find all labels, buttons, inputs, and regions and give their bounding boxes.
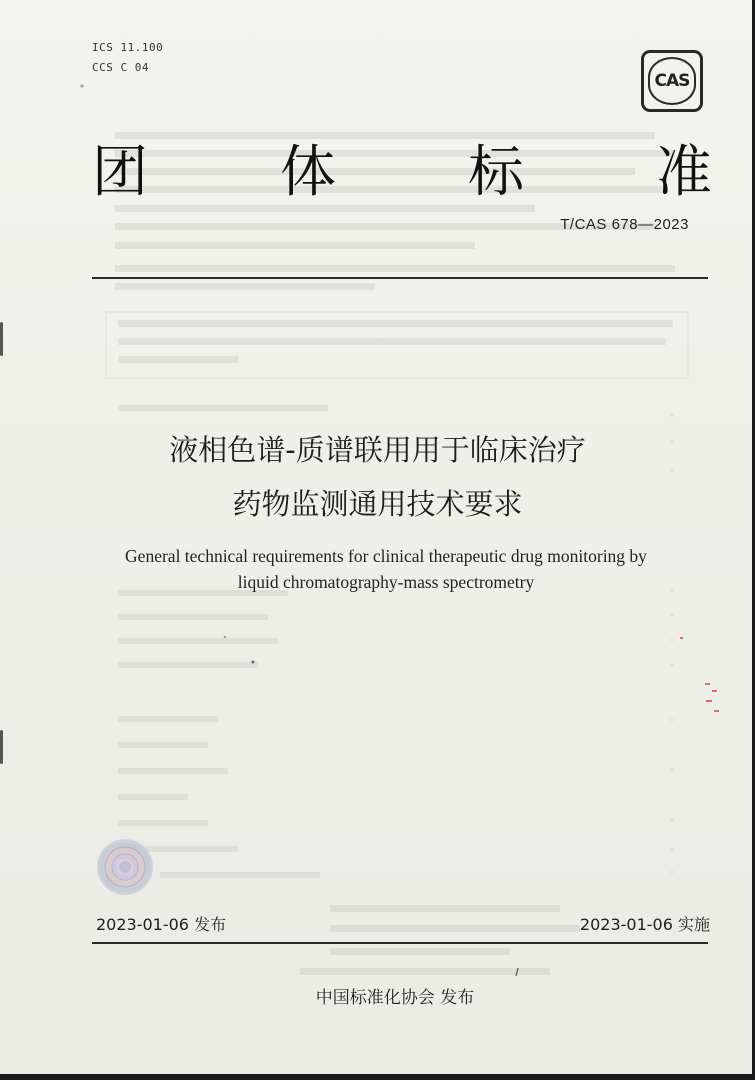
document-type-heading — [92, 138, 712, 208]
binder-mark — [0, 730, 3, 764]
ics-code: ICS 11.100 — [92, 41, 164, 54]
heading-char: 标 — [468, 140, 524, 205]
heading-char: 体 — [280, 140, 336, 205]
implementation-date: 2023-01-06 实施 — [579, 915, 710, 934]
english-title-line-1: General technical requirements for clinical therapeutic drug monitoring by — [125, 546, 647, 566]
top-divider — [92, 277, 708, 279]
ccs-code: CCS C 04 — [92, 61, 149, 74]
standard-number: T/CAS 678—2023 — [560, 216, 689, 233]
hologram-seal — [96, 838, 154, 896]
heading-char: 团 — [92, 140, 148, 205]
cas-logo — [641, 50, 703, 112]
heading-char: 准 — [656, 140, 712, 205]
publish-date: 2023-01-06 发布 — [96, 915, 227, 934]
chinese-title-line-2: 药物监测通用技术要求 — [232, 487, 523, 521]
publisher: 中国标准化协会 发布 — [315, 988, 475, 1008]
classification-codes — [92, 38, 163, 78]
english-title-line-2: liquid chromatography-mass spectrometry — [237, 572, 535, 592]
cas-logo-text: CAS — [648, 57, 696, 105]
binder-mark — [0, 322, 3, 356]
chinese-title-line-1: 液相色谱-质谱联用用于临床治疗 — [169, 433, 586, 467]
bottom-divider — [92, 942, 708, 944]
english-title — [0, 543, 752, 595]
